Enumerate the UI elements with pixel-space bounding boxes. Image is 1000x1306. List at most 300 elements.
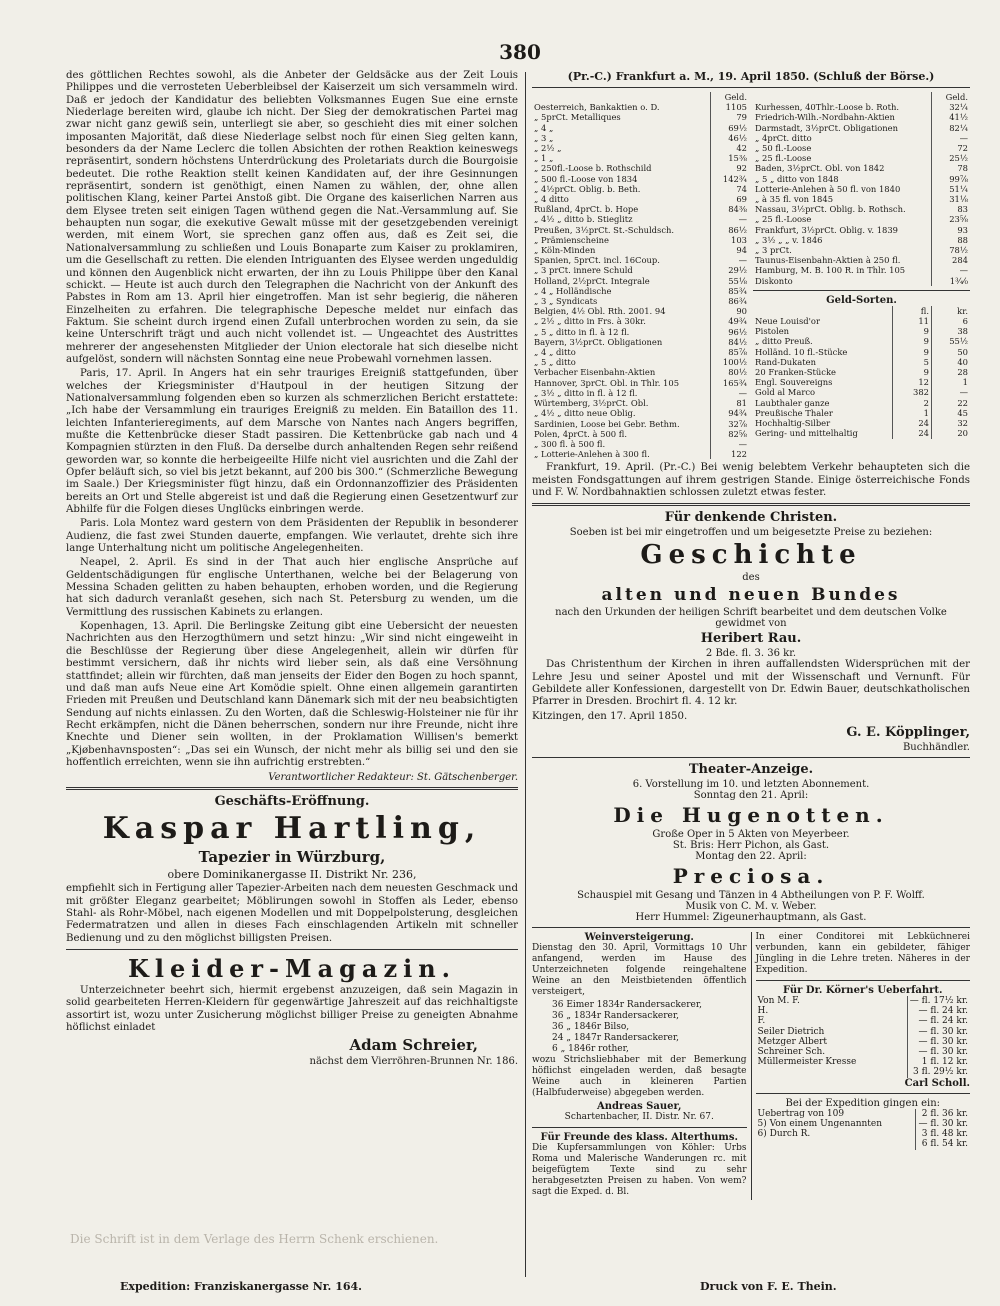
boerse-table-right [753, 92, 970, 286]
row-label: „ 250fl.-Loose b. Rothschild [534, 163, 652, 174]
row-label: „ ditto Preuß. [755, 336, 813, 347]
row-value: 24 [893, 428, 932, 438]
row-label: Von M. F. [757, 996, 800, 1007]
row-label: „ 4½ „ ditto neue Oblig. [534, 408, 636, 419]
row-value: 38 [932, 326, 971, 336]
row-value: 86¾ [711, 296, 750, 306]
row-value: — [711, 255, 750, 265]
wein-signature: Andreas Sauer, [596, 1101, 682, 1113]
row-value: 94 [711, 245, 750, 255]
row-value: 22 [932, 398, 971, 408]
boerse-row [753, 112, 970, 122]
row-label: Taunus-Eisenbahn-Aktien à 250 fl. [755, 255, 901, 266]
row-value: 20 [932, 428, 971, 438]
row-label: Rußland, 4prCt. b. Hope [534, 204, 639, 215]
row-value: 78½ [932, 245, 971, 255]
row-label: Baden, 3½prCt. Obl. von 1842 [755, 163, 885, 174]
row-value: 93 [932, 225, 971, 235]
row-value: 24 [893, 418, 932, 428]
row-label: „ 5 „ ditto von 1848 [755, 173, 839, 184]
row-label: Schreiner Sch. [757, 1047, 826, 1058]
book-title-2: alten und neuen Bundes [601, 585, 901, 606]
boerse-row [532, 204, 749, 214]
donation-row [756, 1027, 971, 1037]
row-label: „ 1 „ [534, 153, 554, 164]
row-value: 1 [893, 408, 932, 418]
geld-label: Geld. [711, 92, 750, 102]
theater-title: Preciosa. [672, 864, 830, 889]
row-label: „ 3½ „ „ v. 1846 [755, 234, 823, 245]
ad-address: obere Dominikanergasse II. Distrikt Nr. 236, [167, 868, 417, 882]
boerse-row [753, 255, 970, 265]
row-label: „ 4 „ ditto [534, 347, 576, 358]
boerse-row [532, 112, 749, 122]
sorten-row [753, 428, 970, 438]
row-value: 12 [893, 377, 932, 387]
row-label: „ 4 „ Holländische [534, 285, 612, 296]
row-value: 55⅛ [711, 276, 750, 286]
row-value: 25½ [932, 153, 971, 163]
article-paragraph: Kopenhagen, 13. April. Die Berlingske Zeitung gibt eine Uebersicht der neuesten Nachrichten aus den Herzogthümern und setzt hinzu: „Wir sind nicht eingeweiht in die Beschlüsse der Regierung über diese Angelegenheit, allein wir dürfen für bestimmt versichern, daß ihr nichts wird lieber sein, als daß eine Versöhnung stattfindet; allein wir fürchten, daß man jenseits der Eider den Bogen zu hoch spannt, und daß man aufs Neue eine Art Komödie spielt. Ohne einen allgemein garantirten Frieden mit Preußen und Deutschland kann Dänemark sich mit der neu beabsichtigten Sendung auf nichts einlassen. Zu den Worten, daß die Schleswig-Holsteiner nie für ihr Recht erkämpfen, nicht die Dänen beherrschen, sondern nur ihre Freunde, nicht ihre Knechte und Diener sein wollten, in der Proklamation Willisen's bemerkt „Kjøbenhavnsposten“: „Das sei ein Wunsch, der nicht mehr als billig sei und den sie hoffentlich erreichten, wenn sie ihn aufrichtig erstrebten.“ [66, 621, 518, 768]
boerse-row [753, 235, 970, 245]
alt-heading: Für Freunde des klass. Alterthums. [540, 1132, 738, 1144]
koerner-heading: Für Dr. Körner's Ueberfahrt. [782, 985, 943, 997]
boerse-row [532, 102, 749, 112]
ad-text: Unterzeichneter beehrt sich, hiermit ergebenst anzuzeigen, daß sein Magazin in solid gearbeiteten Herren-Kleidern für gegenwärtige Jahreszeit auf das reichhaltigste assortirt ist, wozu unter Zusicherung möglichst billiger Preise zu geneigten Abnahme höflichst einladet [66, 984, 518, 1033]
row-label: „ 4prCt. ditto [755, 132, 812, 143]
row-value: — fl. 30 kr. [907, 1047, 970, 1057]
row-value: 23⅝ [932, 214, 971, 224]
row-value: 49¾ [711, 316, 750, 326]
row-value: 9 [893, 367, 932, 377]
row-label: 20 Franken-Stücke [755, 367, 836, 378]
boerse-row [753, 245, 970, 255]
boerse-row [753, 133, 970, 143]
row-label: Holländ. 10 fl.-Stücke [755, 346, 848, 357]
row-label: Kurhessen, 40Thlr.-Loose b. Roth. [755, 102, 899, 113]
row-label: „ à 35 fl. von 1845 [755, 194, 834, 205]
boerse-row [753, 143, 970, 153]
boerse-tables [532, 92, 970, 459]
wein-item: 36 „ 1834r Randersackerer, [552, 1011, 680, 1022]
row-value: 85⅞ [711, 347, 750, 357]
row-label: Frankfurt, 3½prCt. Oblig. v. 1839 [755, 224, 899, 235]
row-label: „ 25 fl.-Loose [755, 214, 812, 225]
wein-heading: Weinversteigerung. [584, 932, 694, 944]
divider [756, 980, 971, 981]
divider [756, 1093, 971, 1094]
wein-item: 24 „ 1847r Randersackerer, [552, 1033, 680, 1044]
sorten-row [753, 377, 970, 387]
row-label: Sardinien, Loose bei Gebr. Bethm. [534, 418, 680, 429]
row-value: — [932, 265, 971, 275]
row-label: „ 4 „ [534, 122, 554, 133]
row-label: Preußen, 3½prCt. St.-Schuldsch. [534, 224, 675, 235]
donation-row [756, 1047, 971, 1057]
small-ads [532, 932, 970, 1200]
boerse-report: Frankfurt, 19. April. (Pr.-C.) Bei wenig belebtem Verkehr behaupteten sich die meisten Fondsgattungen auf ihrem gestrigen Stande. Einige österreichische Fonds und F. W. Nordbahnaktien schlossen zuletzt etwas fester. [532, 462, 970, 498]
article-paragraph: Neapel, 2. April. Es sind in der That auch hier englische Ansprüche auf Geldentschädigungen für englische Unterthanen, welche bei der Belagerung von Messina Schaden gelitten zu haben behaupten, erhoben worden, und die Regierung hat sich dadurch veranlaßt gesehen, sich nach St. Petersburg zu wenden, um die Vermittlung des russischen Kabinets zu erlangen. [66, 557, 518, 618]
bleed-through-text: Die Schrift ist in dem Verlage des Herrn Schenk erschienen. [70, 1232, 439, 1246]
row-label: Pistolen [755, 326, 790, 337]
row-label: „ Lotterie-Anlehen à 300 fl. [534, 449, 650, 460]
book-author: Heribert Rau. [700, 631, 802, 647]
boerse-row [532, 367, 749, 377]
boerse-row [753, 153, 970, 163]
book-place: Kitzingen, den 17. April 1850. [532, 710, 688, 722]
row-label [756, 1067, 908, 1077]
sorten-row [753, 336, 970, 346]
wein-address: Schartenbacher, II. Distr. Nr. 67. [564, 1112, 714, 1123]
koerner-signature: Carl Scholl. [904, 1077, 970, 1089]
row-value: 100½ [711, 357, 750, 367]
divider [532, 927, 970, 928]
row-label: Würtemberg, 3½prCt. Obl. [534, 398, 649, 409]
row-label: Hannover, 3prCt. Obl. in Thlr. 105 [534, 377, 680, 388]
row-label: Metzger Albert [757, 1036, 828, 1047]
row-label: „ 4 ditto [534, 194, 569, 205]
row-label: „ 4½ „ ditto b. Stieglitz [534, 214, 633, 225]
donation-row [756, 1139, 971, 1149]
ad-title: Tapezier in Würzburg, [198, 848, 386, 867]
row-value: — fl. 30 kr. [907, 1037, 970, 1047]
boerse-row [532, 357, 749, 367]
row-value: 1¾⁄₀ [932, 276, 971, 286]
row-value: 29½ [711, 265, 750, 275]
row-label: Belgien, 4½ Obl. Rth. 2001. 94 [534, 306, 666, 317]
row-value: 82¼ [932, 123, 971, 133]
row-label: Hamburg, M. B. 100 R. in Thlr. 105 [755, 265, 906, 276]
theater-line: Montag den 22. April: [695, 851, 807, 863]
row-value: 5 [893, 357, 932, 367]
boerse-table-left [532, 92, 749, 459]
boerse-row [532, 286, 749, 296]
boerse-row [532, 316, 749, 326]
boerse-row [532, 123, 749, 133]
row-value: 45 [932, 408, 971, 418]
editor-line: Verantwortlicher Redakteur: St. Gätschenberger. [268, 772, 518, 784]
row-label: Laubthaler ganze [755, 397, 830, 408]
row-value: 1 [932, 377, 971, 387]
row-value: 11 [893, 316, 932, 326]
theater-line: Schauspiel mit Gesang und Tänzen in 4 Abtheilungen von P. F. Wolff. [577, 890, 925, 902]
row-value: 284 [932, 255, 971, 265]
wein-item: 36 „ 1846r Bilso, [552, 1022, 630, 1033]
row-value: 78 [932, 163, 971, 173]
row-value: — fl. 24 kr. [907, 1016, 970, 1026]
row-label: Preußische Thaler [755, 407, 833, 418]
row-label: „ Köln-Minden [534, 245, 596, 256]
sorten-row [753, 398, 970, 408]
row-value: 69½ [711, 123, 750, 133]
theater-line: St. Bris: Herr Pichon, als Gast. [672, 840, 830, 852]
col-header: kr. [932, 306, 971, 316]
boerse-row [532, 225, 749, 235]
divider [66, 787, 518, 790]
boerse-row [532, 388, 749, 398]
row-label: Darmstadt, 3½prCt. Obligationen [755, 122, 899, 133]
row-value: — [711, 439, 750, 449]
row-value: 32¼ [932, 102, 971, 112]
boerse-row [753, 102, 970, 112]
row-label: „ 3 prCt. innere Schuld [534, 265, 633, 276]
boerse-row [532, 133, 749, 143]
row-label: Gold al Marco [755, 387, 816, 398]
book-ad-intro: Soeben ist bei mir eingetroffen und um beigesetzte Preise zu beziehen: [569, 527, 933, 539]
divider [532, 757, 970, 758]
row-label: Polen, 4prCt. à 500 fl. [534, 428, 628, 439]
boerse-row [753, 204, 970, 214]
row-label: Seiler Dietrich [757, 1026, 825, 1037]
ad-signature: Adam Schreier, [349, 1036, 478, 1055]
row-value: — [711, 388, 750, 398]
boerse-row [753, 194, 970, 204]
boerse-row [753, 276, 970, 286]
row-value: 79 [711, 112, 750, 122]
col-header: fl. [893, 306, 932, 316]
row-label: Oesterreich, Bankaktien o. D. [534, 102, 660, 113]
divider [532, 87, 970, 88]
wein-text: wozu Strichsliebhaber mit der Bemerkung höflichst eingeladen werden, daß besagte Weine auch in kleineren Partien (Halbfuderweise) abgegeben werden. [532, 1055, 747, 1099]
row-value: 32 [932, 418, 971, 428]
sorten-row [753, 326, 970, 336]
donation-row [756, 1109, 971, 1119]
divider [532, 1127, 747, 1128]
boerse-row [532, 214, 749, 224]
row-value: 32⅞ [711, 419, 750, 429]
theater-line: Sonntag den 21. April: [693, 790, 809, 802]
row-label [756, 1139, 916, 1149]
sorten-row [753, 347, 970, 357]
theater-title: Die Hugenotten. [613, 803, 889, 828]
row-label: „ 300 fl. à 500 fl. [534, 438, 606, 449]
row-label: „ 3 „ [534, 132, 554, 143]
article-paragraph: des göttlichen Rechtes sowohl, als die Anbeter der Geldsäcke aus der Zeit Louis Philippes und die verrosteten Ueberbleibsel der Kaiserzeit um sich versammeln wird. Daß er jedoch der Kandidatur des beliebten Volksmannes Eugen Sue eine ernste Niederlage bereiten wird, glaube ich nicht. Der Sieg der demokratischen Partei mag zwar nicht ganz gewiß sein, unterliegt sie aber, so geschieht dies mit einer solchen imposanten Majorität, daß diese Niederlage selbst noch für einen Sieg gelten kann, besonders da der Name Leclerc die tollen Absichten der rothen Reaktion keineswegs repräsentirt, sondern höchstens Unterdrückung des Proletariats durch die Bourgoisie bedeutet. Die rothe Reaktion stellt keinen Kandidaten auf, der ihre Gesinnungen repräsentirt, sondern ist genöthigt, einen Namen zu wählen, der, ohne allen politischen Klang, keiner Partei Anstoß gibt. Die Organe des kaiserlichen Narren aus dem Elysee treten seit einigen Tagen wüthend gegen die Nat.-Versammlung auf. Sie behaupten nun sogar, die exekutive Gewalt müsse mit der gesetzgebenden vereinigt werden, mit einem Wort, sie sprechen ganz offen aus, daß es Zeit sei, die Nationalversammlung zu schließen und Louis Bonaparte zum Kaiser zu proklamiren, um die Gesellschaft zu retten. Die elenden Intriguanten des Elysee werden ungeduldig und können den Augenblick nicht erwarten, der ihn zu Louis Philippe über den Kanal schickt. — Heute ist auch durch den Telegraphen die Nachricht von der Ankunft des Pabstes in Rom am 13. April hier eingetroffen. Man ist sehr begierig, die näheren Einzelheiten zu erfahren. Die telegraphische Depesche meldet nur einfach das Faktum. Sie scheint durch irgend einen Zufall unterbrochen worden zu sein, da sie keine Unterschrift trägt und auch nicht vollendet ist. — Ungeachtet des Austrittes mehrerer der angesehensten Mitglieder der Union electorale hat sich dieselbe nicht aufgelöst, sondern will nächsten Sonntag eine neue Probewahl vornehmen lassen. [66, 70, 518, 365]
boerse-row [532, 419, 749, 429]
row-label: Rand-Dukaten [755, 356, 816, 367]
row-value: 3 fl. 29½ kr. [907, 1067, 970, 1077]
theater-line: 6. Vorstellung im 10. und letzten Abonnement. [632, 779, 870, 791]
book-title-des: des [742, 572, 760, 584]
divider [753, 290, 970, 291]
row-value: 72 [932, 143, 971, 153]
boerse-row [532, 306, 749, 316]
boerse-row [532, 327, 749, 337]
sorten-row [753, 367, 970, 377]
ad-text: empfiehlt sich in Fertigung aller Tapezier-Arbeiten nach dem neuesten Geschmack und mit größter Eleganz gearbeitet; Möblirungen sowohl in Stoffen als Leder, ebenso Stahl- als Rohr-Möbel, nach eigenen Modellen und mit Doppelpolsterung, desgleichen Federmatratzen und allen in dieses Fach einschlagenden Artikeln mit schneller Bedienung und zu den möglichst billigsten Preisen. [66, 883, 518, 944]
sorten-row [753, 316, 970, 326]
koerner-table [756, 996, 971, 1078]
row-value: 9 [893, 336, 932, 346]
right-column [532, 70, 970, 1200]
boerse-row [753, 184, 970, 194]
row-label: Gering- und mittelhaltig [755, 428, 858, 439]
row-value: — [711, 214, 750, 224]
row-label: Neue Louisd'or [755, 316, 820, 327]
boerse-row [532, 439, 749, 449]
row-label: F. [757, 1016, 766, 1027]
boerse-row [753, 174, 970, 184]
donation-row [756, 1129, 971, 1139]
row-label: Holland, 2½prCt. Integrale [534, 275, 650, 286]
row-label: „ 25 fl.-Loose [755, 153, 812, 164]
row-value: 142¾ [711, 174, 750, 184]
row-label: „ 2½ „ ditto in Frs. à 30kr. [534, 316, 646, 327]
row-value: 1 fl. 12 kr. [907, 1057, 970, 1067]
row-value: 1105 [711, 102, 750, 112]
exp-heading: Bei der Expedition gingen ein: [785, 1097, 941, 1109]
exp-table [756, 1109, 971, 1150]
row-value: 31⅛ [932, 194, 971, 204]
boerse-row [532, 429, 749, 439]
row-value: 92 [711, 163, 750, 173]
row-value: 9 [893, 326, 932, 336]
boerse-row [532, 184, 749, 194]
row-label: „ 3 „ Syndicats [534, 296, 598, 307]
row-label: Engl. Souvereigns [755, 377, 833, 388]
row-value: 2 [893, 398, 932, 408]
footer-expedition: Expedition: Franziskanergasse Nr. 164. [120, 1280, 363, 1293]
boerse-row [532, 398, 749, 408]
row-value: — fl. 17½ kr. [907, 996, 970, 1006]
boerse-row [532, 408, 749, 418]
geld-sorten-heading: Geld-Sorten. [826, 294, 897, 306]
row-value: 382 [893, 387, 932, 397]
book-price: 2 Bde. fl. 3. 36 kr. [705, 648, 797, 660]
row-value: 6 [932, 316, 971, 326]
row-value: 84½ [711, 337, 750, 347]
row-label: Verbacher Eisenbahn-Aktien [534, 367, 656, 378]
row-label: „ 3½ „ ditto in fl. à 12 fl. [534, 387, 638, 398]
boerse-heading: (Pr.-C.) Frankfurt a. M., 19. April 1850. (Schluß der Börse.) [567, 70, 935, 83]
row-label: Friedrich-Wilh.-Nordbahn-Aktien [755, 112, 895, 123]
row-value: 82⅝ [711, 429, 750, 439]
row-label: Uebertrag von 109 [757, 1108, 845, 1119]
row-label: Hochhaltig-Silber [755, 418, 831, 429]
sorten-row [753, 357, 970, 367]
row-value: 94¾ [711, 408, 750, 418]
theater-line: Musik von C. M. v. Weber. [685, 901, 817, 913]
ad-heading: Kleider-Magazin. [127, 953, 457, 983]
row-value: 85¾ [711, 286, 750, 296]
row-label: „ 5prCt. Metalliques [534, 112, 621, 123]
row-label: H. [757, 1006, 769, 1017]
article-paragraph: Paris. Lola Montez ward gestern von dem Präsidenten der Republik in besonderer Audienz, die fast zwei Stunden dauerte, empfangen. Wie verlautet, drehte sich ihre lange Unterhaltung nicht um politische Angelegenheiten. [66, 518, 518, 555]
row-label: „ 5 „ ditto in fl. à 12 fl. [534, 326, 630, 337]
row-value: 83 [932, 204, 971, 214]
book-signature: G. E. Köpplinger, [846, 725, 970, 741]
row-value: 80½ [711, 367, 750, 377]
boerse-row [753, 214, 970, 224]
row-label: Diskonto [755, 275, 793, 286]
book-ad-heading: Für denkende Christen. [664, 510, 838, 526]
row-value: 81 [711, 398, 750, 408]
boerse-row [753, 225, 970, 235]
divider [66, 949, 518, 950]
row-value: 88 [932, 235, 971, 245]
boerse-row [753, 163, 970, 173]
boerse-row [532, 245, 749, 255]
boerse-row [532, 337, 749, 347]
boerse-row [532, 449, 749, 459]
row-value: 55½ [932, 336, 971, 346]
alt-text: Die Kupfersammlungen von Köhler: Urbs Roma und Malerische Wanderungen rc. mit beigefügtem Texte sind zu sehr herabgesetzten Preisen zu haben. Von wem? sagt die Exped. d. Bl. [532, 1143, 747, 1198]
boerse-row [532, 153, 749, 163]
theater-line: Herr Hummel: Zigeunerhauptmann, als Gast. [635, 912, 867, 924]
row-value: 50 [932, 347, 971, 357]
row-value: 90 [711, 306, 750, 316]
row-value: 99⅞ [932, 174, 971, 184]
row-label: Müllermeister Kresse [757, 1057, 857, 1068]
row-value: 6 fl. 54 kr. [916, 1139, 970, 1149]
sorten-row [753, 418, 970, 428]
row-value: 84⅜ [711, 204, 750, 214]
row-value: — fl. 30 kr. [916, 1119, 970, 1129]
geld-sorten-table [753, 306, 970, 439]
row-label: Spanien, 5prCt. incl. 16Coup. [534, 255, 660, 266]
book-subtitle: nach den Urkunden der heiligen Schrift bearbeitet und dem deutschen Volke [555, 607, 947, 619]
theater-line: Große Oper in 5 Akten von Meyerbeer. [652, 829, 850, 841]
theater-heading: Theater-Anzeige. [688, 762, 814, 778]
book-signature-2: Buchhändler. [902, 742, 970, 754]
boerse-row [532, 296, 749, 306]
row-value: 96½ [711, 327, 750, 337]
donation-row [756, 1057, 971, 1067]
footer-printer: Druck von F. E. Thein. [700, 1280, 837, 1293]
boerse-row [532, 276, 749, 286]
wein-text: Dienstag den 30. April, Vormittags 10 Uhr anfangend, werden im Hause des Unterzeichneten folgende reingehaltene Weine an den Meistbietenden öffentlich versteigert, [532, 943, 747, 998]
left-column [66, 70, 518, 1067]
ad-name: Kaspar Hartling, [102, 811, 482, 847]
row-value: 42 [711, 143, 750, 153]
sorten-row [753, 387, 970, 397]
wein-item: 36 Eimer 1834r Randersackerer, [552, 1000, 702, 1011]
donation-row [756, 1119, 971, 1129]
row-value: 165¾ [711, 378, 750, 388]
row-label: Bayern, 3½prCt. Obligationen [534, 336, 663, 347]
row-value: 15⅜ [711, 153, 750, 163]
row-value: 40 [932, 357, 971, 367]
row-value: 9 [893, 347, 932, 357]
row-label: „ 2½ „ [534, 143, 562, 154]
donation-row [756, 996, 971, 1006]
book-subtitle: gewidmet von [715, 618, 787, 630]
row-label: „ 500 fl.-Loose von 1834 [534, 173, 638, 184]
row-label: Nassau, 3½prCt. Oblig. b. Rothsch. [755, 204, 906, 215]
donation-row [756, 1037, 971, 1047]
divider [532, 503, 970, 506]
ad-address: nächst dem Vierröhren-Brunnen Nr. 186. [309, 1056, 518, 1068]
ad-heading: Geschäfts-Eröffnung. [214, 794, 370, 810]
row-label: 5) Von einem Ungenannten [757, 1118, 883, 1129]
row-label: „ 3 prCt. [755, 245, 792, 256]
boerse-row [532, 265, 749, 275]
row-value: 3 fl. 48 kr. [916, 1129, 970, 1139]
wein-item: 6 „ 1846r rother, [552, 1044, 629, 1055]
boerse-row [532, 163, 749, 173]
row-value: 86½ [711, 225, 750, 235]
geld-label: Geld. [932, 92, 971, 102]
row-value: 28 [932, 367, 971, 377]
row-value: — fl. 24 kr. [907, 1006, 970, 1016]
book-title: Geschichte [640, 540, 862, 571]
row-label: 6) Durch R. [757, 1129, 811, 1140]
row-value: 69 [711, 194, 750, 204]
donation-row [756, 1067, 971, 1077]
donation-row [756, 1006, 971, 1016]
boerse-row [753, 265, 970, 275]
boerse-row [532, 174, 749, 184]
